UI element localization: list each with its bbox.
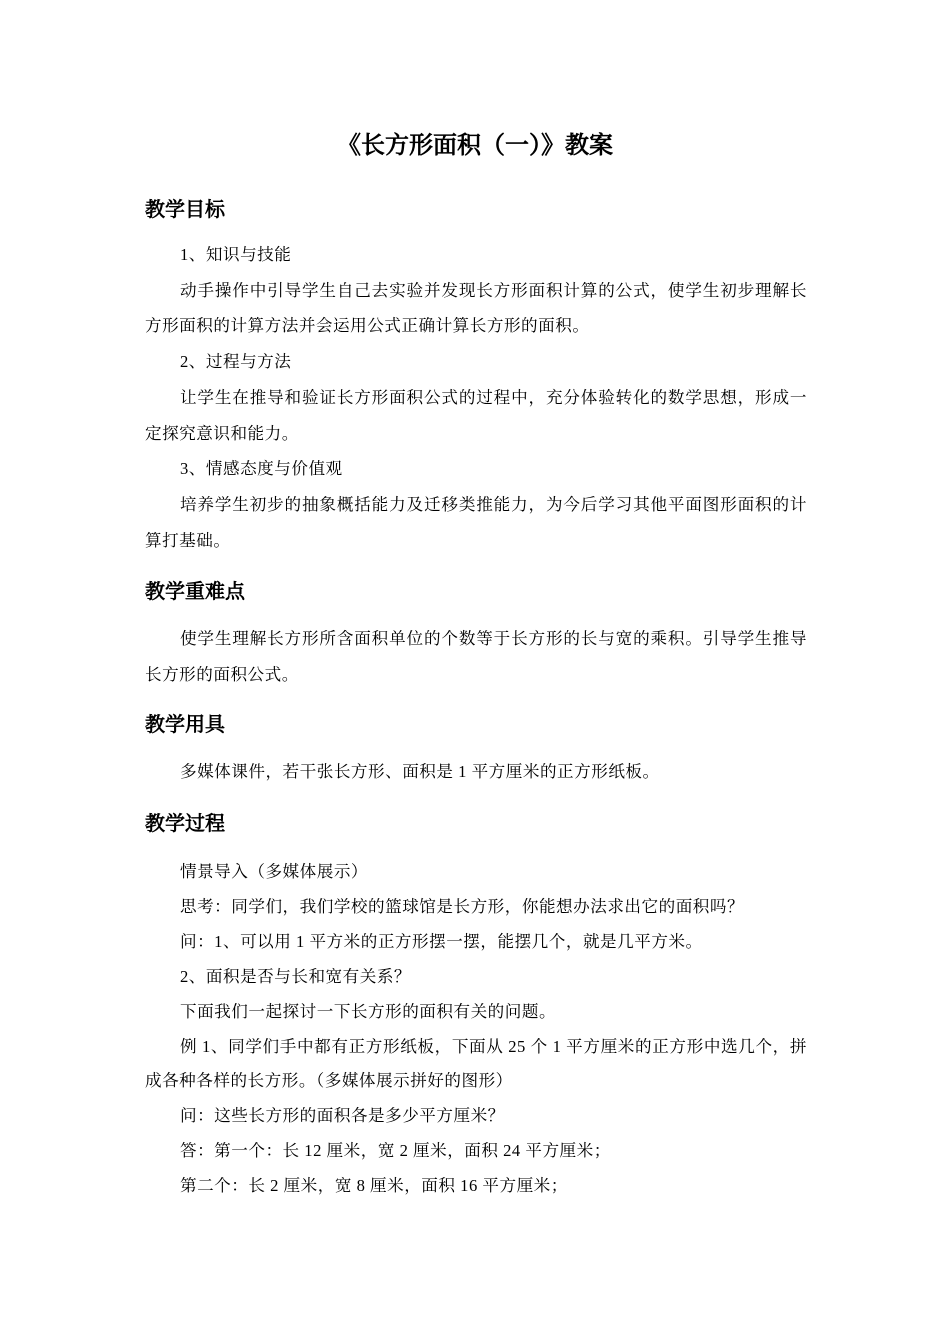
paragraph: 2、过程与方法 [180,352,292,372]
heading-process: 教学过程 [145,811,225,835]
paragraph: 下面我们一起探讨一下长方形的面积有关的问题。 [180,1001,557,1021]
paragraph: 使学生理解长方形所含面积单位的个数等于长方形的长与宽的乘积。引导学生推导长方形的面积公式。 [145,629,807,684]
paragraph: 动手操作中引导学生自己去实验并发现长方形面积计算的公式，使学生初步理解长方形面积的计算方法并会运用公式正确计算长方形的面积。 [145,280,807,336]
heading-tools: 教学用具 [145,712,225,736]
goals-body [145,237,807,558]
paragraph: 1、知识与技能 [180,245,292,264]
paragraph: 问：1、可以用 1 平方米的正方形摆一摆，能摆几个，就是几平方米。 [180,931,703,951]
paragraph: 思考：同学们，我们学校的篮球馆是长方形，你能想办法求出它的面积吗？ [180,896,745,916]
paragraph: 问：这些长方形的面积各是多少平方厘米？ [180,1106,505,1126]
document-title: 《长方形面积（一）》教案 [337,131,613,159]
paragraph: 情景导入（多媒体展示） [180,862,369,881]
heading-keypoints: 教学重难点 [145,579,245,603]
paragraph: 答：第一个：长 12 厘米，宽 2 厘米，面积 24 平方厘米； [180,1141,611,1161]
paragraph: 多媒体课件，若干张长方形、面积是 1 平方厘米的正方形纸板。 [180,762,660,781]
paragraph: 让学生在推导和验证长方形面积公式的过程中，充分体验转化的数学思想，形成一定探究意识和能力。 [145,387,807,443]
paragraph: 3、情感态度与价值观 [180,459,343,479]
keypoints-body [145,621,807,692]
paragraph: 例 1、同学们手中都有正方形纸板，下面从 25 个 1 平方厘米的正方形中选几个，拼成各种各样的长方形。（多媒体展示拼好的图形） [145,1036,807,1091]
tools-body [145,754,807,790]
heading-goals: 教学目标 [145,197,225,221]
paragraph: 培养学生初步的抽象概括能力及迁移类推能力，为今后学习其他平面图形面积的计算打基础。 [145,494,807,550]
paragraph: 2、面积是否与长和宽有关系？ [180,966,412,986]
paragraph: 第二个：长 2 厘米，宽 8 厘米，面积 16 平方厘米； [180,1176,568,1196]
process-body [145,855,807,1204]
